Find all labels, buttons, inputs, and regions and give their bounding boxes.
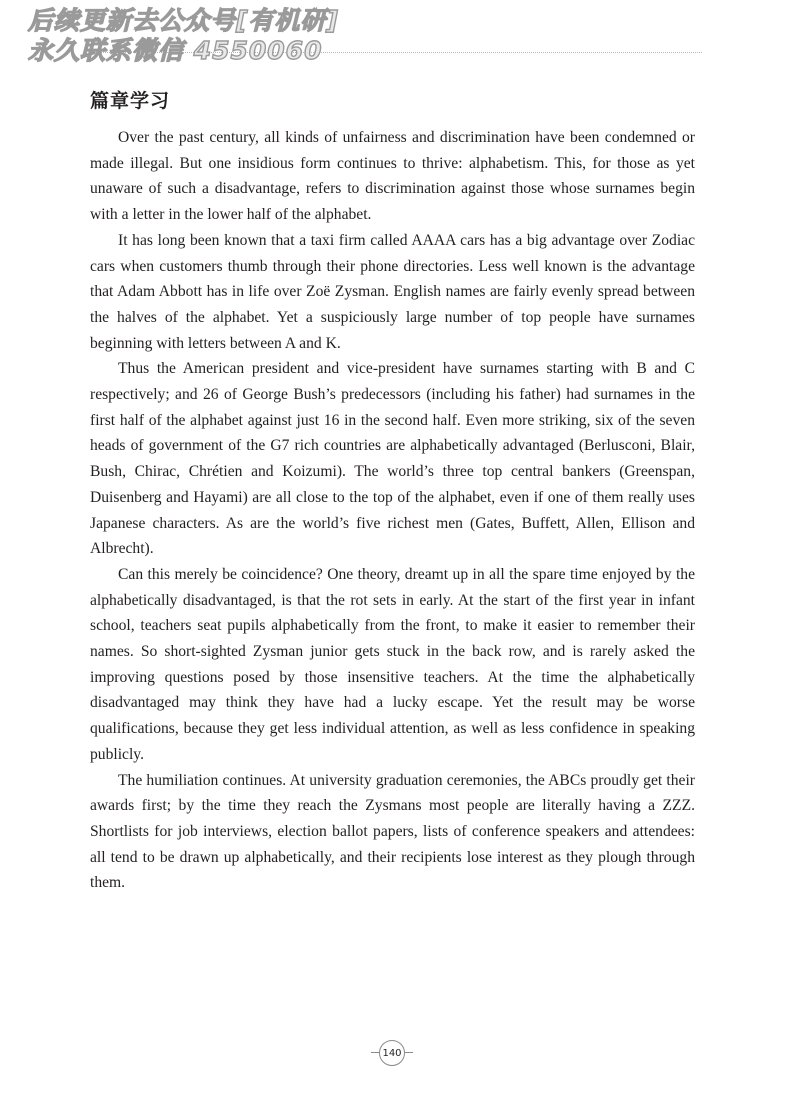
paragraph-3: Thus the American president and vice-president have surnames starting with B and C respectively; and 26 of George Bush’s predecessors (including his father) had surnames in the first half of the alphabet against just 16 in the second half. Even more striking, six of the seven heads of government of the G7 rich countries are alphabetically advantaged (Berlusconi, Blair, Bush, Chirac, Chrétien and Koizumi). The world’s three top central bankers (Greenspan, Duisenberg and Hayami) are all close to the top of the alphabet, even if one of them really uses Japanese characters. As are the world’s five richest men (Gates, Buffett, Allen, Ellison and Albrecht). — [90, 360, 695, 558]
paragraph-2: It has long been known that a taxi firm called AAAA cars has a big advantage over Zodiac cars when customers thumb through their phone directories. Less well known is the advantage that Adam Abbott has in life over Zoë Zysman. English names are fairly evenly spread between the halves of the alphabet. Yet a suspiciously large number of top people have surnames beginning with letters between A and K. — [90, 231, 695, 352]
page-number: 140 — [379, 1040, 405, 1066]
watermark — [28, 6, 358, 66]
paragraph-4: Can this merely be coincidence? One theory, dreamt up in all the spare time enjoyed by the alphabetically disadvantaged, is that the rot sets in early. At the start of the first year in infant school, teachers seat pupils alphabetically from the front, to make it easier to remember their names. So short-sighted Zysman junior gets stuck in the back row, and is rarely asked the improving questions posed by those insensitive teachers. At the time the alphabetically disadvantaged may think they have had a lucky escape. Yet the result may be worse qualifications, because they get less individual attention, as well as less confidence in speaking publicly. — [90, 565, 695, 763]
paragraph-5: The humiliation continues. At university graduation ceremonies, the ABCs proudly get their awards first; by the time they reach the Zysmans most people are literally having a ZZZ. Shortlists for job interviews, election ballot papers, lists of conference speakers and attendees: all tend to be drawn up alphabetically, and their recipients lose interest as they plough through them. — [90, 771, 695, 892]
section-title: 篇章学习 — [90, 90, 171, 112]
paragraph-1: Over the past century, all kinds of unfairness and discrimination have been condemned or made illegal. But one insidious form continues to thrive: alphabetism. This, for those as yet unaware of such a disadvantage, refers to discrimination against those whose surnames begin with a letter in the lower half of the alphabet. — [90, 129, 695, 224]
article-body — [90, 125, 695, 896]
watermark-line-2: 永久联系微信 4550060 — [28, 36, 323, 65]
watermark-line-1: 后续更新去公众号[有机研] — [28, 6, 339, 35]
